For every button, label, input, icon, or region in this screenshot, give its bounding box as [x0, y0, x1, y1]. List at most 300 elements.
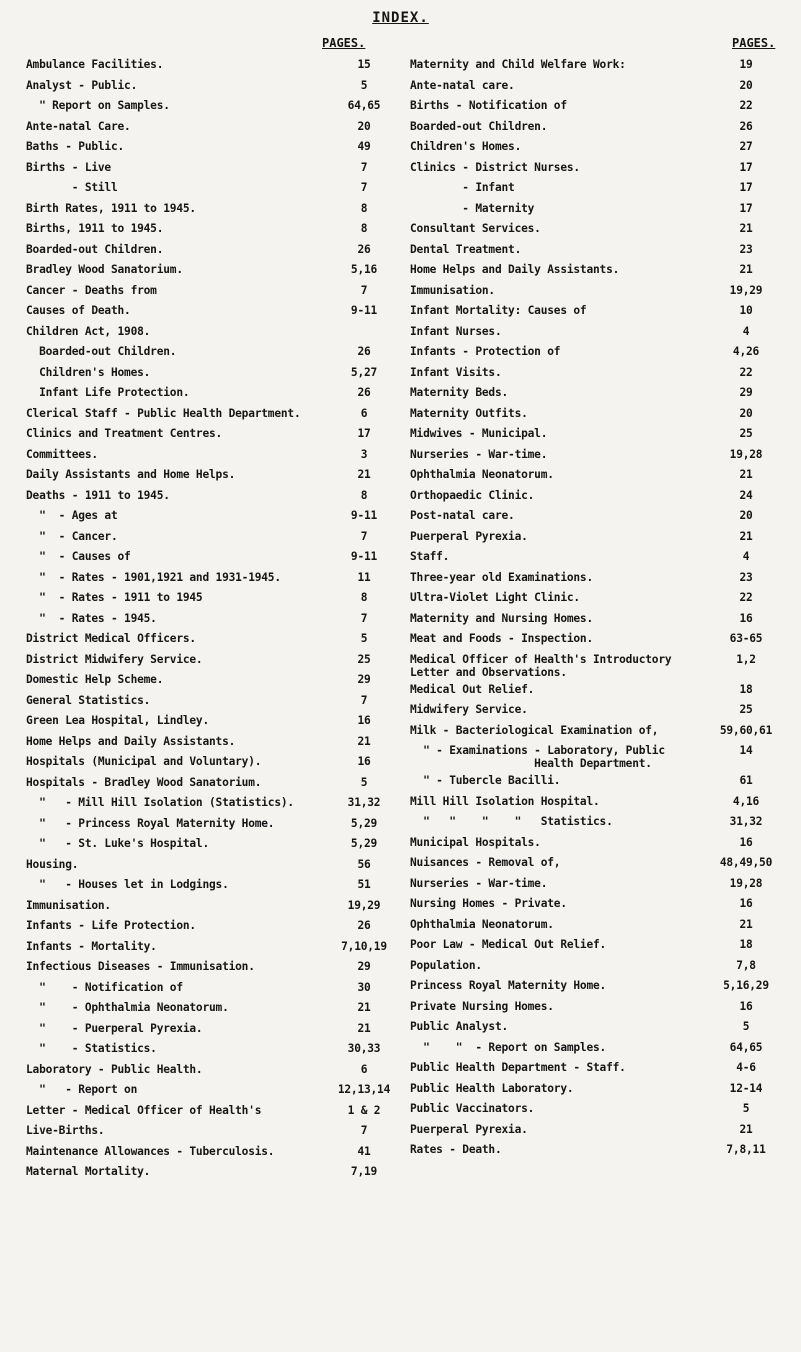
entry-label — [26, 591, 324, 604]
entry-label — [26, 243, 324, 256]
entry-label — [410, 550, 714, 563]
entry-label-line: " - Puerperal Pyrexia. — [26, 1021, 203, 1035]
entry-page-number: 21 — [739, 529, 753, 543]
right-entry — [410, 79, 778, 100]
entry-page-number: 15 — [357, 58, 371, 71]
entry-label-line: " - St. Luke's Hospital. — [26, 837, 209, 850]
entry-page-number: 9-11 — [350, 304, 378, 317]
entry-page-number: 1,2 — [736, 652, 756, 666]
entry-page-number: 7,19 — [350, 1165, 378, 1178]
entry-page-number: 12,13,14 — [337, 1083, 391, 1096]
right-entry — [410, 653, 778, 683]
entry-page-number: 31,32 — [729, 815, 763, 828]
entry-label-line: Consultant Services. — [410, 222, 541, 235]
entry-label-line: Princess Royal Maternity Home. — [410, 979, 607, 992]
entry-page-number: 5,29 — [350, 837, 378, 850]
right-entry — [410, 856, 778, 877]
entry-label — [26, 181, 324, 194]
entry-page-number: 21 — [739, 917, 753, 931]
entry-label-line: - Infant — [410, 181, 515, 194]
entry-label — [26, 837, 324, 850]
entry-label — [410, 366, 714, 379]
right-entry — [410, 979, 778, 1000]
entry-label-line: Hospitals - Bradley Wood Sanatorium. — [26, 775, 262, 789]
entry-label — [410, 79, 714, 92]
entry-label-line: Milk - Bacteriological Examination of, — [410, 723, 659, 737]
entry-label-line: Ultra-Violet Light Clinic. — [410, 591, 580, 604]
entry-page-number: 5,16,29 — [723, 979, 769, 992]
entry-label — [410, 612, 714, 625]
left-entry — [26, 776, 404, 797]
left-entry — [26, 1145, 404, 1166]
entry-page-number: 63-65 — [729, 632, 763, 645]
right-entry — [410, 815, 778, 836]
entry-label — [26, 1104, 324, 1117]
left-entry — [26, 714, 404, 735]
left-entry — [26, 448, 404, 469]
entry-page-number: 51 — [357, 878, 371, 891]
entry-label — [410, 243, 714, 256]
entry-label — [26, 776, 324, 789]
entry-label — [410, 979, 714, 992]
right-entry — [410, 140, 778, 161]
left-entry — [26, 243, 404, 264]
right-entry — [410, 683, 778, 704]
entry-label — [410, 897, 714, 910]
entry-label — [410, 724, 714, 737]
entry-label-line: Ophthalmia Neonatorum. — [410, 917, 554, 931]
entry-label-line: Immunisation. — [410, 283, 495, 297]
entry-page-number: 21 — [357, 1001, 371, 1014]
right-entry — [410, 448, 778, 469]
entry-page-number: 29 — [357, 960, 371, 973]
entry-label-line: Analyst - Public. — [26, 78, 138, 92]
entry-label-line: Maternity and Child Welfare Work: — [410, 58, 626, 71]
entry-label-line: " - Rates - 1945. — [26, 611, 157, 625]
entry-label — [26, 263, 324, 276]
left-entry — [26, 489, 404, 510]
entry-page-number: 4,16 — [732, 794, 760, 808]
entry-label — [26, 1124, 324, 1137]
entry-label — [410, 58, 714, 71]
entry-label — [26, 79, 324, 92]
entry-label — [410, 99, 714, 112]
left-entry — [26, 899, 404, 920]
entry-label-line: District Midwifery Service. — [26, 652, 203, 666]
right-entry — [410, 202, 778, 223]
entry-label-line: Children's Homes. — [410, 140, 522, 153]
left-entry — [26, 366, 404, 387]
entry-label-line: Ante-natal care. — [410, 78, 515, 92]
left-entry — [26, 509, 404, 530]
entry-label — [26, 284, 324, 297]
entry-label — [410, 856, 714, 869]
entry-label — [410, 427, 714, 440]
entry-label-line: Green Lea Hospital, Lindley. — [26, 714, 209, 727]
entry-page-number: 17 — [739, 181, 753, 194]
entry-label — [26, 325, 324, 338]
left-entry — [26, 694, 404, 715]
pages-heading-left: PAGES. — [322, 36, 366, 50]
entry-page-number: 5 — [360, 632, 368, 645]
entry-label-line: Hospitals (Municipal and Voluntary). — [26, 755, 262, 768]
entry-label-line: Home Helps and Daily Assistants. — [26, 734, 236, 748]
entry-label — [410, 703, 714, 716]
entry-label — [26, 427, 324, 440]
entry-label — [410, 161, 714, 174]
left-entry — [26, 571, 404, 592]
entry-page-number: 21 — [357, 468, 371, 481]
left-entry — [26, 181, 404, 202]
entry-label-line: Immunisation. — [26, 898, 111, 912]
right-entry — [410, 366, 778, 387]
entry-label-line: " - Tubercle Bacilli. — [410, 774, 561, 787]
entry-label-line: Boarded-out Children. — [26, 242, 164, 256]
right-entry — [410, 161, 778, 182]
entry-page-number: 41 — [357, 1144, 371, 1158]
left-entry — [26, 427, 404, 448]
entry-label — [26, 735, 324, 748]
entry-label — [26, 960, 324, 973]
left-entry — [26, 653, 404, 674]
entry-page-number: 21 — [739, 263, 753, 276]
entry-label-line: Mill Hill Isolation Hospital. — [410, 794, 600, 808]
right-entry — [410, 99, 778, 120]
entry-page-number: 16 — [357, 755, 371, 768]
entry-label — [26, 1001, 324, 1014]
entry-label — [410, 509, 714, 522]
index-left-column — [26, 58, 404, 1186]
entry-page-number: 5 — [360, 775, 368, 789]
right-entry — [410, 774, 778, 795]
entry-label-line: Nursing Homes - Private. — [410, 897, 567, 910]
entry-label-line: Baths - Public. — [26, 140, 125, 153]
right-entry — [410, 345, 778, 366]
left-entry — [26, 99, 404, 120]
entry-label-line: Private Nursing Homes. — [410, 999, 554, 1013]
entry-label — [410, 325, 714, 338]
entry-page-number: 11 — [357, 570, 371, 584]
entry-label-line: Home Helps and Daily Assistants. — [410, 263, 620, 276]
entry-label-line: District Medical Officers. — [26, 632, 196, 645]
entry-label — [26, 1145, 324, 1158]
entry-label-line: Ante-natal Care. — [26, 119, 131, 133]
entry-page-number: 7 — [360, 181, 368, 194]
entry-label-line: " - Ophthalmia Neonatorum. — [26, 1001, 229, 1014]
entry-label-line: - Maternity — [410, 201, 535, 215]
entry-label — [410, 1082, 714, 1095]
entry-label — [26, 919, 324, 932]
entry-label — [410, 304, 714, 317]
entry-label-line: Committees. — [26, 447, 98, 461]
right-entry — [410, 181, 778, 202]
left-entry — [26, 120, 404, 141]
entry-label — [26, 222, 324, 235]
entry-page-number: 10 — [739, 304, 753, 317]
left-entry — [26, 284, 404, 305]
entry-label-line: Population. — [410, 958, 482, 972]
entry-label-line: Cancer - Deaths from — [26, 283, 157, 297]
entry-label — [26, 345, 324, 358]
entry-page-number: 9-11 — [350, 509, 378, 522]
entry-label — [410, 653, 714, 679]
entry-page-number: 23 — [739, 242, 753, 256]
left-entry — [26, 550, 404, 571]
right-entry — [410, 918, 778, 939]
left-entry — [26, 735, 404, 756]
entry-label-line: Rates - Death. — [410, 1143, 502, 1156]
entry-label — [26, 940, 324, 953]
entry-label — [26, 448, 324, 461]
entry-label — [410, 489, 714, 502]
entry-label — [26, 1063, 324, 1076]
entry-page-number: 30,33 — [347, 1042, 381, 1055]
right-entry — [410, 489, 778, 510]
index-right-column — [410, 58, 778, 1164]
left-entry — [26, 530, 404, 551]
entry-page-number: 25 — [739, 427, 753, 440]
entry-label — [410, 571, 714, 584]
entry-label — [26, 58, 324, 71]
entry-label-line: Staff. — [410, 550, 450, 563]
entry-page-number: 16 — [739, 999, 753, 1013]
entry-label-line: Municipal Hospitals. — [410, 835, 541, 849]
entry-page-number: 8 — [360, 488, 368, 502]
right-entry — [410, 612, 778, 633]
right-entry — [410, 632, 778, 653]
entry-label-line: Deaths - 1911 to 1945. — [26, 488, 170, 502]
left-entry — [26, 673, 404, 694]
left-entry — [26, 858, 404, 879]
entry-label-line: Boarded-out Children. — [26, 345, 177, 358]
entry-page-number: 7 — [360, 611, 368, 625]
entry-label — [410, 632, 714, 645]
left-entry — [26, 222, 404, 243]
entry-label-line: Births - Notification of — [410, 99, 567, 112]
entry-label-line: " - Mill Hill Isolation (Statistics). — [26, 796, 294, 809]
entry-label-line: " " - Report on Samples. — [410, 1040, 607, 1054]
right-entry — [410, 120, 778, 141]
entry-label-line: Dental Treatment. — [410, 242, 522, 256]
entry-page-number: 5 — [742, 1020, 750, 1033]
entry-label-line: Maternity and Nursing Homes. — [410, 611, 593, 625]
entry-page-number: 22 — [739, 99, 753, 112]
entry-label-line: Maternity Beds. — [410, 386, 509, 399]
entry-page-number: 7 — [360, 693, 368, 707]
left-entry — [26, 325, 404, 346]
entry-label — [410, 1123, 714, 1136]
left-entry — [26, 837, 404, 858]
entry-label — [26, 694, 324, 707]
entry-label — [26, 530, 324, 543]
right-entry — [410, 897, 778, 918]
entry-page-number: 31,32 — [347, 796, 381, 809]
left-entry — [26, 1022, 404, 1043]
entry-page-number: 20 — [357, 119, 371, 133]
right-entry — [410, 284, 778, 305]
entry-label — [410, 836, 714, 849]
entry-page-number: 26 — [739, 119, 753, 133]
entry-label — [410, 448, 714, 461]
entry-label — [26, 99, 324, 112]
entry-label-line: Public Health Department - Staff. — [410, 1061, 626, 1074]
entry-page-number: 16 — [739, 611, 753, 625]
right-entry — [410, 530, 778, 551]
left-entry — [26, 1083, 404, 1104]
entry-label-line: Daily Assistants and Home Helps. — [26, 468, 236, 481]
left-entry — [26, 981, 404, 1002]
entry-label — [410, 222, 714, 235]
right-entry — [410, 407, 778, 428]
entry-label — [26, 1022, 324, 1035]
entry-label-line: " " " " Statistics. — [410, 815, 613, 828]
entry-page-number: 20 — [739, 78, 753, 92]
entry-page-number: 16 — [739, 835, 753, 849]
entry-label — [26, 202, 324, 215]
entry-page-number: 9-11 — [350, 550, 378, 563]
entry-label-line: Domestic Help Scheme. — [26, 673, 164, 686]
entry-page-number: 17 — [739, 201, 753, 215]
entry-page-number: 20 — [739, 406, 753, 420]
right-entry — [410, 938, 778, 959]
entry-page-number: 7,8 — [736, 958, 756, 972]
entry-label-line: Public Health Laboratory. — [410, 1081, 574, 1095]
left-entry — [26, 468, 404, 489]
entry-label — [26, 755, 324, 768]
entry-label — [26, 571, 324, 584]
entry-page-number: 22 — [739, 591, 753, 604]
left-entry — [26, 878, 404, 899]
entry-label-line: Puerperal Pyrexia. — [410, 1122, 528, 1136]
entry-label-line: Poor Law - Medical Out Relief. — [410, 938, 607, 951]
entry-label-line: " - Examinations - Laboratory, Public — [410, 744, 665, 757]
entry-label — [410, 202, 714, 215]
entry-label-line: Maternity Outfits. — [410, 406, 528, 420]
left-entry — [26, 1001, 404, 1022]
entry-page-number: 6 — [360, 1062, 368, 1076]
entry-label — [26, 817, 324, 830]
left-entry — [26, 1165, 404, 1186]
entry-label — [410, 1143, 714, 1156]
entry-page-number: 19 — [739, 58, 753, 71]
left-entry — [26, 960, 404, 981]
entry-label — [410, 386, 714, 399]
entry-page-number: 18 — [739, 938, 753, 951]
left-entry — [26, 796, 404, 817]
entry-page-number: 4,26 — [732, 345, 760, 358]
right-entry — [410, 1143, 778, 1164]
entry-label-line: Three-year old Examinations. — [410, 570, 593, 584]
right-entry — [410, 386, 778, 407]
entry-label-line: Public Analyst. — [410, 1020, 509, 1033]
entry-page-number: 4-6 — [736, 1061, 756, 1074]
entry-page-number: 56 — [357, 857, 371, 871]
entry-label-continuation: Letter and Observations. — [410, 665, 567, 679]
entry-label — [410, 284, 714, 297]
entry-page-number: 21 — [739, 468, 753, 481]
left-entry — [26, 612, 404, 633]
entry-page-number: 6 — [360, 406, 368, 420]
entry-label-line: Nurseries - War-time. — [410, 447, 548, 461]
right-entry — [410, 571, 778, 592]
entry-label — [26, 161, 324, 174]
entry-page-number: 18 — [739, 682, 753, 696]
entry-page-number: 21 — [739, 1122, 753, 1136]
entry-label — [410, 744, 714, 770]
right-entry — [410, 243, 778, 264]
entry-page-number: 22 — [739, 365, 753, 379]
entry-label — [410, 345, 714, 358]
entry-label-line: Infant Nurses. — [410, 324, 502, 338]
entry-label-line: Medical Out Relief. — [410, 682, 535, 696]
entry-label — [410, 591, 714, 604]
entry-label-line: " - Notification of — [26, 980, 183, 994]
entry-label-line: " - Statistics. — [26, 1042, 157, 1055]
entry-label-line: Housing. — [26, 857, 79, 871]
entry-page-number: 19,28 — [729, 447, 763, 461]
entry-label — [26, 612, 324, 625]
entry-page-number: 25 — [357, 652, 371, 666]
left-entry — [26, 202, 404, 223]
entry-label — [26, 1165, 324, 1178]
entry-page-number: 7,8,11 — [726, 1143, 766, 1156]
entry-page-number: 48,49,50 — [719, 856, 773, 869]
entry-label-line: Midwives - Municipal. — [410, 427, 548, 440]
entry-page-number: 26 — [357, 242, 371, 256]
entry-label — [410, 938, 714, 951]
entry-label — [26, 468, 324, 481]
entry-label-line: Midwifery Service. — [410, 703, 528, 716]
entry-label-line: Medical Officer of Health's Introductory — [410, 652, 672, 666]
entry-page-number: 26 — [357, 386, 371, 399]
left-entry — [26, 817, 404, 838]
entry-page-number: 16 — [739, 897, 753, 910]
entry-page-number: 19,29 — [347, 898, 381, 912]
entry-label-line: Clinics and Treatment Centres. — [26, 427, 223, 440]
entry-label-line: Clinics - District Nurses. — [410, 160, 580, 174]
entry-label — [410, 1020, 714, 1033]
left-entry — [26, 940, 404, 961]
left-entry — [26, 407, 404, 428]
entry-label — [26, 386, 324, 399]
entry-page-number: 21 — [357, 734, 371, 748]
entry-page-number: 5 — [360, 78, 368, 92]
entry-label — [26, 1042, 324, 1055]
entry-label — [26, 673, 324, 686]
right-entry — [410, 304, 778, 325]
entry-label — [410, 1061, 714, 1074]
entry-page-number: 7,10,19 — [341, 939, 387, 953]
entry-page-number: 14 — [739, 744, 753, 757]
entry-page-number: 49 — [357, 140, 371, 153]
entry-page-number: 17 — [357, 427, 371, 440]
entry-label — [410, 795, 714, 808]
entry-page-number: 23 — [739, 570, 753, 584]
entry-label — [410, 877, 714, 890]
entry-page-number: 21 — [739, 222, 753, 235]
left-entry — [26, 1063, 404, 1084]
entry-page-number: 7 — [360, 529, 368, 543]
entry-label-line: Post-natal care. — [410, 509, 515, 522]
entry-page-number: 20 — [739, 509, 753, 522]
entry-label — [26, 509, 324, 522]
entry-label — [410, 774, 714, 787]
index-title: INDEX. — [372, 10, 429, 26]
left-entry — [26, 263, 404, 284]
entry-label-line: Causes of Death. — [26, 304, 131, 317]
entry-page-number: 7 — [360, 160, 368, 174]
entry-label-line: Live-Births. — [26, 1124, 105, 1137]
